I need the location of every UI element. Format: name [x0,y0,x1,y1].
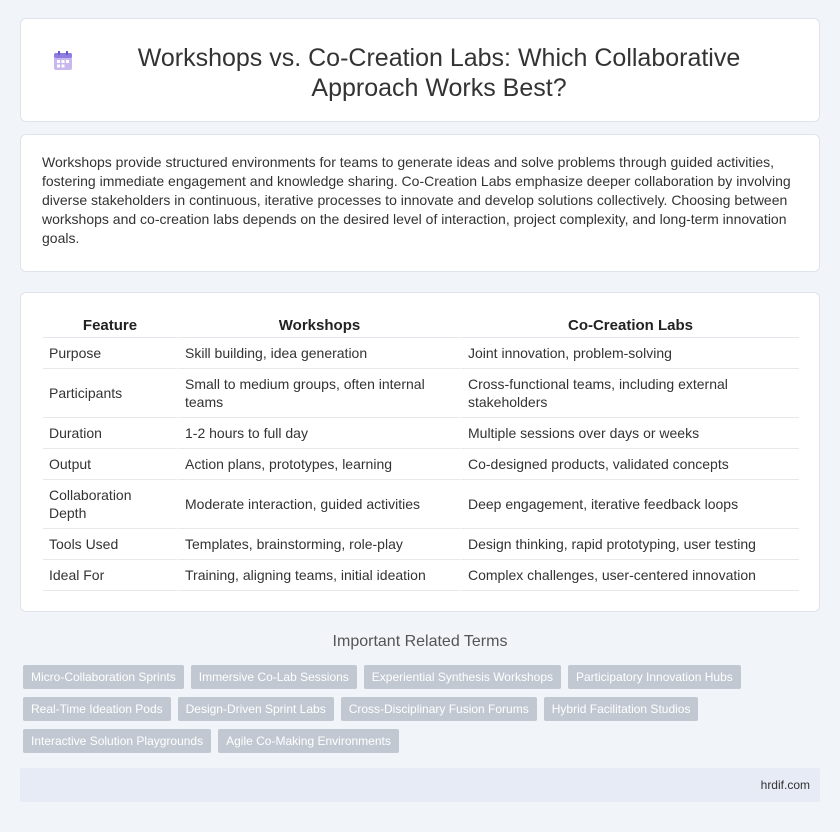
intro-card [20,134,820,272]
workshops-cell: Skill building, idea generation [177,338,460,369]
co-creation-cell: Co-designed products, validated concepts [460,449,799,480]
tag-row [23,665,823,689]
feature-cell: Participants [43,369,177,418]
calendar-icon [51,49,75,73]
intro-paragraph: Workshops provide structured environments for teams to generate ideas and solve problems through guided activities, fostering immediate engagement and knowledge sharing. Co-Creation Labs emphasize deeper collaboration by involving diverse stakeholders in continuous, iterative processes to innovate and develop solutions collectively. Choosing between workshops and co-creation labs depends on the desired level of interaction, project complexity, and long-term innovation goals. [42,154,791,246]
page-title: Workshops vs. Co-Creation Labs: Which Collaborative Approach Works Best? [137,44,741,102]
co-creation-cell: Cross-functional teams, including external stakeholders [460,369,799,418]
table-row [43,449,799,480]
header-card [20,18,820,122]
co-creation-cell: Deep engagement, iterative feedback loops [460,480,799,529]
table-row [43,480,799,529]
related-tag[interactable]: Experiential Synthesis Workshops [364,665,561,689]
workshops-cell: Templates, brainstorming, role-play [177,529,460,560]
tag-row [23,729,823,753]
table-row [43,369,799,418]
comparison-table [43,315,799,591]
header-workshops: Workshops [177,315,460,338]
co-creation-cell: Design thinking, rapid prototyping, user testing [460,529,799,560]
related-terms-tags [23,665,823,761]
feature-cell: Collaboration Depth [43,480,177,529]
table-row [43,338,799,369]
table-row [43,418,799,449]
tag-row [23,697,823,721]
workshops-cell: Small to medium groups, often internal teams [177,369,460,418]
related-terms-title: Important Related Terms [332,633,508,650]
table-row [43,560,799,591]
feature-cell: Ideal For [43,560,177,591]
related-tag[interactable]: Immersive Co-Lab Sessions [191,665,357,689]
header-co-creation-labs: Co-Creation Labs [460,315,799,338]
workshops-cell: Training, aligning teams, initial ideation [177,560,460,591]
feature-cell: Tools Used [43,529,177,560]
co-creation-cell: Multiple sessions over days or weeks [460,418,799,449]
workshops-cell: Moderate interaction, guided activities [177,480,460,529]
related-tag[interactable]: Interactive Solution Playgrounds [23,729,211,753]
related-tag[interactable]: Hybrid Facilitation Studios [544,697,699,721]
feature-cell: Duration [43,418,177,449]
related-tag[interactable]: Real-Time Ideation Pods [23,697,171,721]
related-tag[interactable]: Cross-Disciplinary Fusion Forums [341,697,537,721]
footer-bar [20,768,820,802]
workshops-cell: 1-2 hours to full day [177,418,460,449]
related-tag[interactable]: Micro-Collaboration Sprints [23,665,184,689]
table-row [43,529,799,560]
co-creation-cell: Complex challenges, user-centered innovation [460,560,799,591]
feature-cell: Output [43,449,177,480]
table-header-row [43,315,799,338]
title-row [21,19,819,103]
related-tag[interactable]: Participatory Innovation Hubs [568,665,741,689]
co-creation-cell: Joint innovation, problem-solving [460,338,799,369]
comparison-card [20,292,820,612]
related-tag[interactable]: Agile Co-Making Environments [218,729,399,753]
footer-site[interactable]: hrdif.com [760,778,810,792]
header-feature: Feature [43,315,177,338]
workshops-cell: Action plans, prototypes, learning [177,449,460,480]
related-tag[interactable]: Design-Driven Sprint Labs [178,697,334,721]
feature-cell: Purpose [43,338,177,369]
